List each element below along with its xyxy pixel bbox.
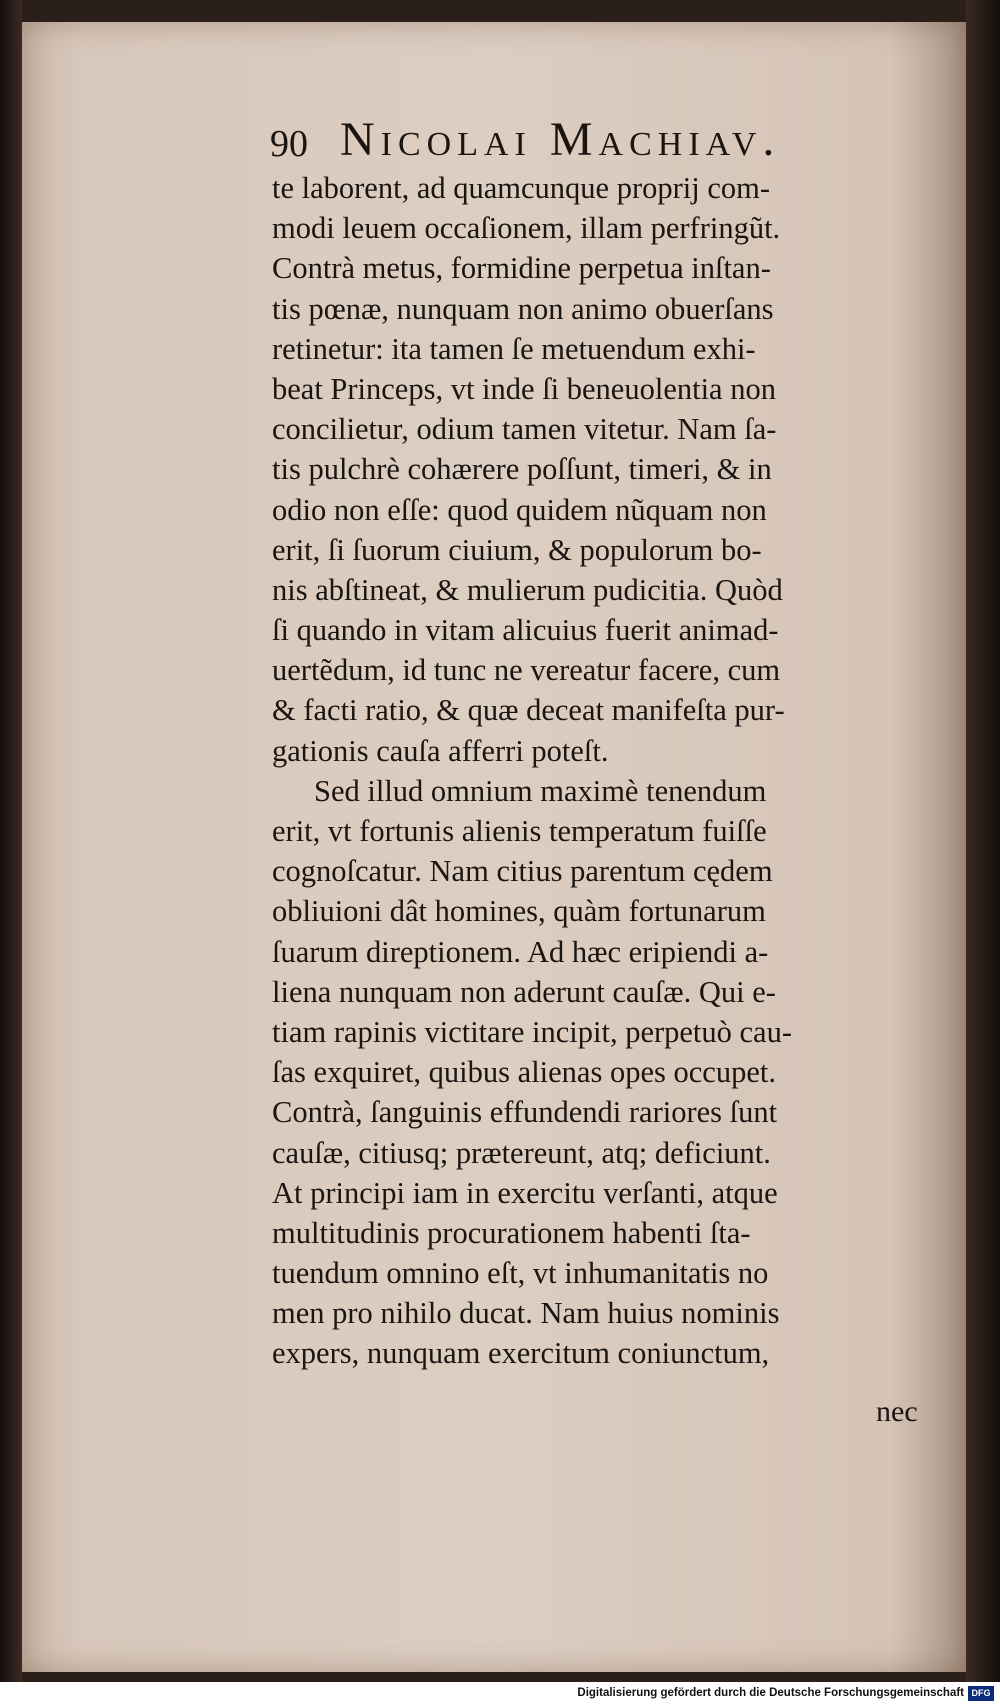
text-line: concilietur, odium tamen vitetur. Nam ſa- — [272, 412, 777, 447]
text-line: & facti ratio, & quæ deceat manifeſta pur- — [272, 693, 785, 728]
page-number: 90 — [270, 123, 308, 165]
text-line: modi leuem occaſionem, illam perfringũt. — [272, 211, 781, 246]
text-line: tis pulchrè cohærere poſſunt, timeri, & in — [272, 452, 772, 487]
text-line: Contrà, ſanguinis effundendi rariores ſunt — [272, 1095, 778, 1130]
text-line: men pro nihilo ducat. Nam huius nominis — [272, 1296, 780, 1331]
text-line: Contrà metus, formidine perpetua inſtan- — [272, 251, 771, 286]
text-line: gationis cauſa afferri poteſt. — [272, 733, 609, 768]
running-head: Nicolai Machiav. — [340, 113, 781, 166]
text-line: liena nunquam non aderunt cauſæ. Qui e- — [272, 974, 776, 1009]
text-line: tuendum omnino eſt, vt inhumanitatis no — [272, 1256, 769, 1291]
funding-notice: Digitalisierung gefördert durch die Deutsche Forschungsgemeinschaft — [577, 1687, 964, 1699]
text-line: expers, nunquam exercitum coniunctum, — [272, 1336, 770, 1371]
text-line: erit, ſi ſuorum ciuium, & populorum bo- — [272, 532, 762, 567]
paragraph-start-line: Sed illud omnium maximè tenendum — [314, 773, 767, 808]
text-line: retinetur: ita tamen ſe metuendum exhi- — [272, 331, 756, 366]
text-line: ſi quando in vitam alicuius fuerit animad- — [272, 613, 779, 648]
dfg-logo: DFG — [968, 1686, 994, 1701]
text-line: tiam rapinis victitare incipit, perpetuò cau- — [272, 1014, 793, 1049]
catchword: nec — [876, 1395, 918, 1428]
footer-bar — [0, 1682, 1000, 1707]
text-line: odio non eſſe: quod quidem nũquam non — [272, 492, 767, 527]
text-line: erit, vt fortunis alienis temperatum fuiſſe — [272, 814, 767, 848]
page-edge-shadow — [966, 0, 1000, 1682]
text-line: multitudinis procurationem habenti ſta- — [272, 1215, 751, 1250]
text-line: cauſæ, citiusq; prætereunt, atq; deficiunt. — [272, 1135, 771, 1170]
book-binding-edge — [0, 0, 22, 1682]
text-line: beat Princeps, vt inde ſi beneuolentia non — [272, 371, 776, 406]
text-line: At principi iam in exercitu verſanti, atque — [272, 1175, 778, 1210]
text-line: nis abſtineat, & mulierum pudicitia. Quòd — [272, 572, 783, 607]
text-line: te laborent, ad quamcunque proprij com- — [272, 171, 770, 205]
text-line: cognoſcatur. Nam citius parentum cędem — [272, 854, 773, 889]
text-line: ſuarum direptionem. Ad hæc eripiendi a- — [272, 934, 769, 969]
page-header — [270, 108, 890, 168]
text-line: tis pœnæ, nunquam non animo obuerſans — [272, 291, 774, 326]
body-text — [272, 168, 932, 1374]
text-line: ſas exquiret, quibus alienas opes occupet. — [272, 1055, 776, 1090]
text-line: obliuioni dât homines, quàm fortunarum — [272, 894, 766, 929]
text-line: uertẽdum, id tunc ne vereatur facere, cum — [272, 653, 781, 688]
